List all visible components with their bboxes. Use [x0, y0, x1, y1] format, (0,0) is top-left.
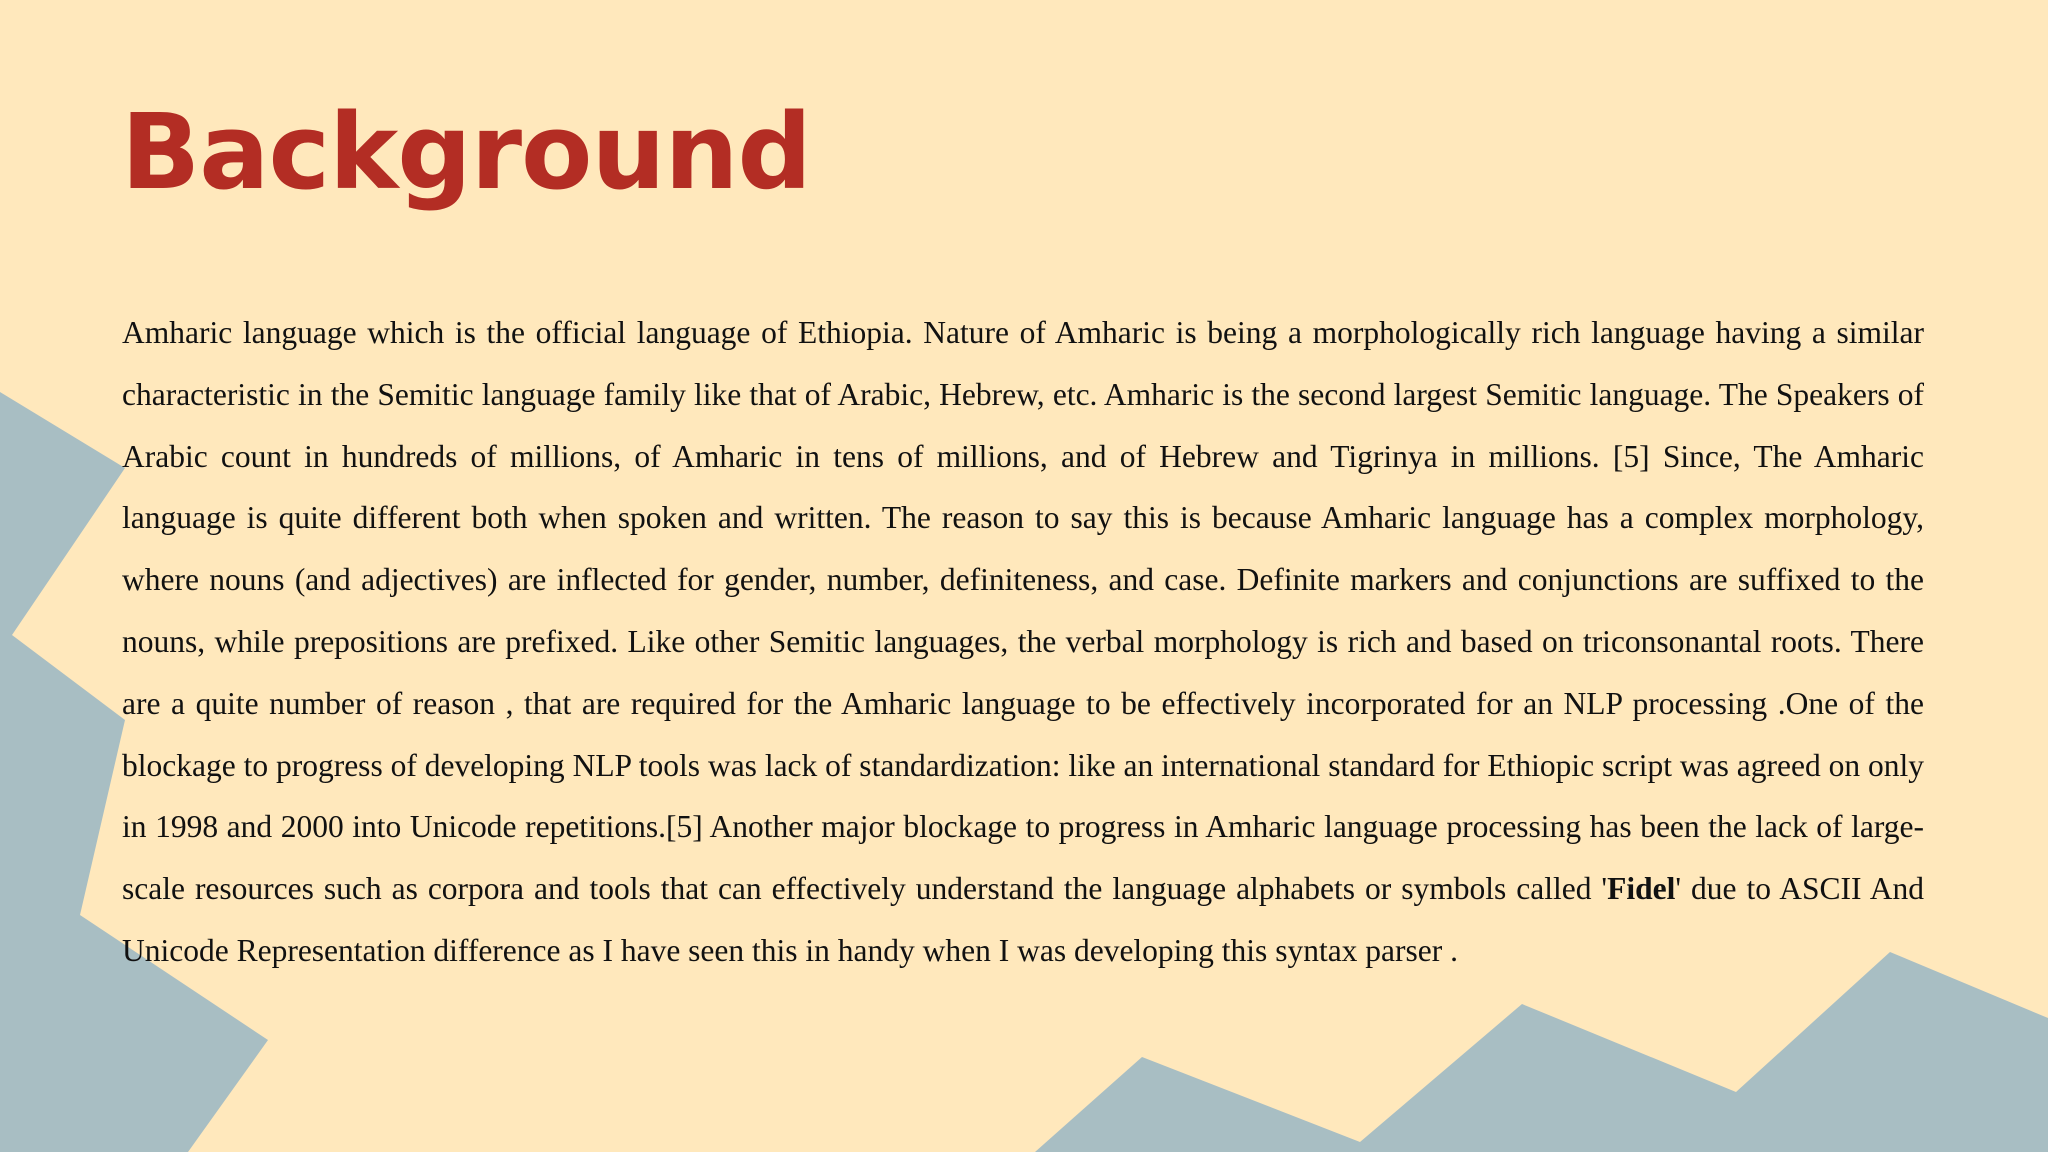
body-paragraph — [122, 302, 1924, 982]
body-text-part-1: Amharic language which is the official language of Ethiopia. Nature of Amharic is being a morphologically rich language having a similar characteristic in the Semitic language family like that of Arabic, Hebrew, etc. Amharic is the second largest Semitic language. The Speakers of Arabic count in hundreds of millions, of Amharic in tens of millions, and of Hebrew and Tigrinya in millions. [5] Since, The Amharic language is quite different both when spoken and written. The reason to say this is because Amharic language has a complex morphology, where nouns (and adjectives) are inflected for gender, number, definiteness, and case. Definite markers and conjunctions are suffixed to the nouns, while prepositions are prefixed. Like other Semitic languages, the verbal morphology is rich and based on triconsonantal roots. There are a quite number of reason , that are required for the Amharic language to be effectively incorporated for an NLP processing .One of the blockage to progress of developing NLP tools was lack of standardization: like an international standard for Ethiopic script was agreed on only in 1998 and 2000 into Unicode repetitions.[5] Another major blockage to progress in Amharic language processing has been the lack of large-scale resources such as corpora and tools that can effectively understand the language alphabets or symbols called ' — [122, 315, 1924, 907]
slide-title: Background — [121, 91, 811, 213]
bottom-right-mountain-shape — [1035, 952, 2048, 1152]
body-text-part-2: ' due to ASCII And Unicode Representation difference as I have seen this in handy when I was developing this syntax parser . — [122, 871, 1925, 968]
emphasized-term: Fidel — [1607, 871, 1676, 907]
